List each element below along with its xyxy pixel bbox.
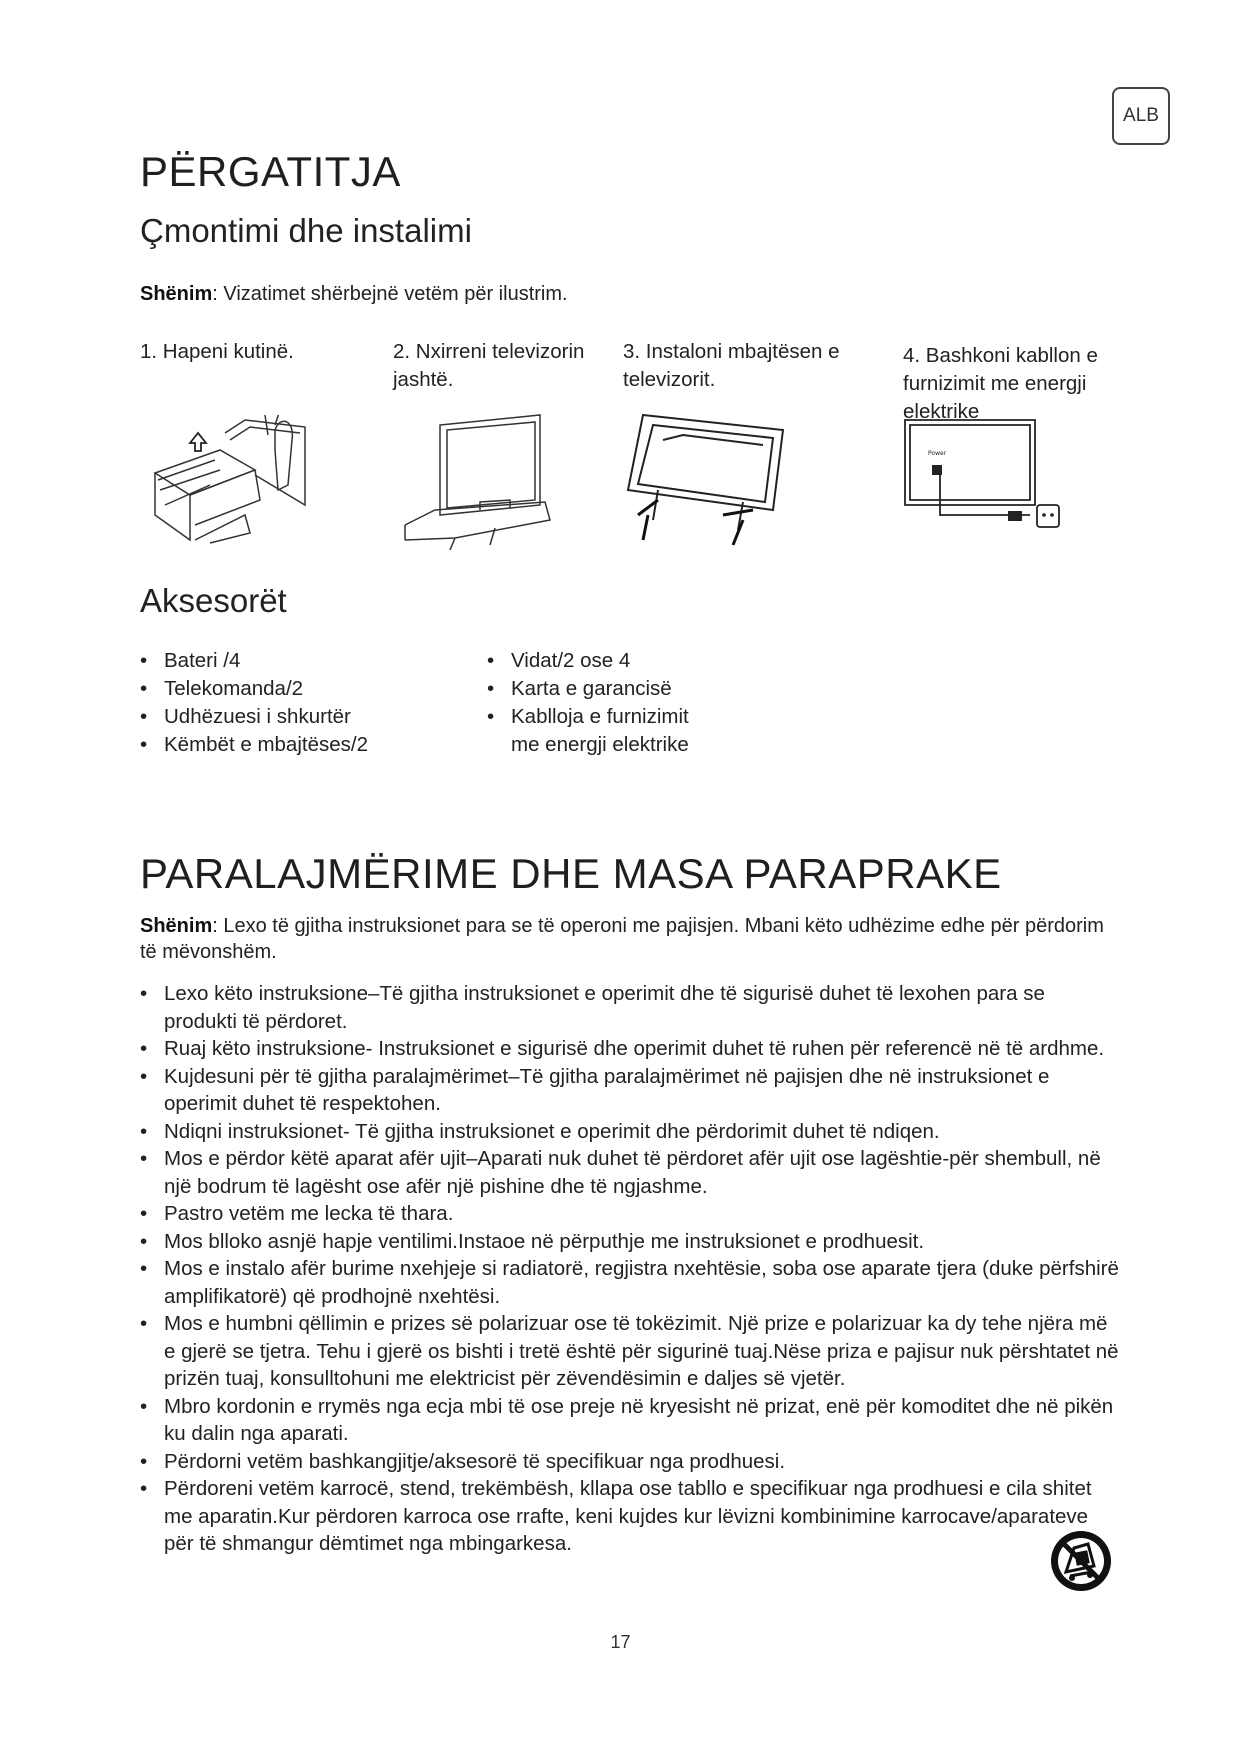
list-item: • Ndiqni instruksionet- Të gjitha instruksionet e operimit dhe përdorimit duhet të ndiqen. — [140, 1118, 1120, 1146]
section-title-preparation: PËRGATITJA — [140, 148, 401, 195]
list-item: • Lexo këto instruksione–Të gjitha instruksionet e operimit dhe të sigurisë duhet të lexohen para se produkti të përdoret. — [140, 980, 1120, 1035]
warnings-list — [140, 980, 1120, 1558]
list-item: • Mos e humbni qëllimin e prizes së polarizuar ose të tokëzimit. Një prize e polarizuar ka dy tehe njëra më e gjerë se tjetra. Tehu i gjerë os bishti i tretë është për sigurinë tuaj.Nëse priza e pajisur nuk përshtatet në prizën tuaj, konsulltohuni me elektricist për zëvendësimin e daljes së vjetër. — [140, 1310, 1120, 1393]
step-2-text: 2. Nxirreni televizorin jashtë. — [393, 340, 585, 391]
section-title-warnings: PARALAJMËRIME DHE MASA PARAPRAKE — [140, 850, 1002, 897]
accessories-list-left — [140, 647, 470, 759]
list-item: • Përdoreni vetëm karrocë, stend, trekëmbësh, kllapa ose tabllo e specifikuar nga prodhuesi e cila shitet me aparatin.Kur përdoren karroca ose rrafte, keni kujdes kur lëvizni kombinimine karrocave/aparateve për të shmangur dëmtimet nga mbingarkesa. — [140, 1475, 1120, 1558]
list-item: • Mos e instalo afër burime nxehjeje si radiatorë, regjistra nxehtësie, soba ose aparate tjera (duke përfshirë amplifikatorë) që prodhojnë nxehtësi. — [140, 1255, 1120, 1310]
open-box-illustration — [150, 415, 310, 550]
step-3-text: 3. Instaloni mbajtësen e televizorit. — [623, 340, 840, 391]
note-text: : Lexo të gjitha instruksionet para se të operoni me pajisjen. Mbani këto udhëzime edhe për përdorim të mëvonshëm. — [140, 915, 1104, 963]
list-item: • Mos e përdor këtë aparat afër ujit–Aparati nuk duhet të përdoret afër ujit ose lagështie-për shembull, në një bodrum të lagësht ose afër një pishine dhe të ngjashme. — [140, 1145, 1120, 1200]
subsection-title-accessories: Aksesorët — [140, 582, 287, 619]
power-connection-illustration — [900, 415, 1070, 550]
list-item: • Telekomanda/2 — [140, 675, 470, 703]
list-item: • Bateri /4 — [140, 647, 470, 675]
page-number: 17 — [610, 1632, 631, 1652]
subsection-title-unpacking: Çmontimi dhe instalimi — [140, 212, 472, 249]
power-label: Power — [928, 450, 947, 457]
list-item: • Ruaj këto instruksione- Instruksionet e sigurisë dhe operimit duhet të ruhen për referencë në të ardhme. — [140, 1035, 1120, 1063]
list-item: • Kablloja e furnizimit me energji elektrike — [487, 703, 717, 759]
list-item: • Përdorni vetëm bashkangjitje/aksesorë të specifikuar nga prodhuesi. — [140, 1448, 1120, 1476]
language-badge: ALB — [1112, 87, 1170, 145]
note-label: Shënim — [140, 915, 213, 937]
tv-out-of-box-illustration — [395, 410, 555, 550]
step-1-text: 1. Hapeni kutinë. — [140, 340, 294, 363]
note-read-instructions — [140, 913, 1120, 965]
note-text: : Vizatimet shërbejnë vetëm për ilustrim. — [212, 283, 568, 305]
install-stand-illustration — [623, 410, 793, 550]
list-item: • Karta e garancisë — [487, 675, 717, 703]
accessories-list-right — [487, 647, 717, 759]
note-illustration — [140, 283, 568, 306]
note-label: Shënim — [140, 283, 213, 305]
list-item: • Udhëzuesi i shkurtër — [140, 703, 470, 731]
list-item: • Vidat/2 ose 4 — [487, 647, 717, 675]
cart-tip-over-warning-icon — [1048, 1528, 1114, 1594]
list-item: • Kujdesuni për të gjitha paralajmërimet–Të gjitha paralajmërimet në pajisjen dhe në instruksionet e operimit duhet të respektohen. — [140, 1063, 1120, 1118]
list-item: • Mbro kordonin e rrymës nga ecja mbi të ose preje në kryesisht në prizat, enë për komoditet dhe në pikën ku dalin nga aparati. — [140, 1393, 1120, 1448]
step-4-text: 4. Bashkoni kabllon e furnizimit me energji elektrike — [903, 344, 1098, 423]
list-item: • Pastro vetëm me lecka të thara. — [140, 1200, 1120, 1228]
list-item: • Mos blloko asnjë hapje ventilimi.Instaoe në përputhje me instruksionet e prodhuesit. — [140, 1228, 1120, 1256]
list-item: • Këmbët e mbajtëses/2 — [140, 731, 470, 759]
